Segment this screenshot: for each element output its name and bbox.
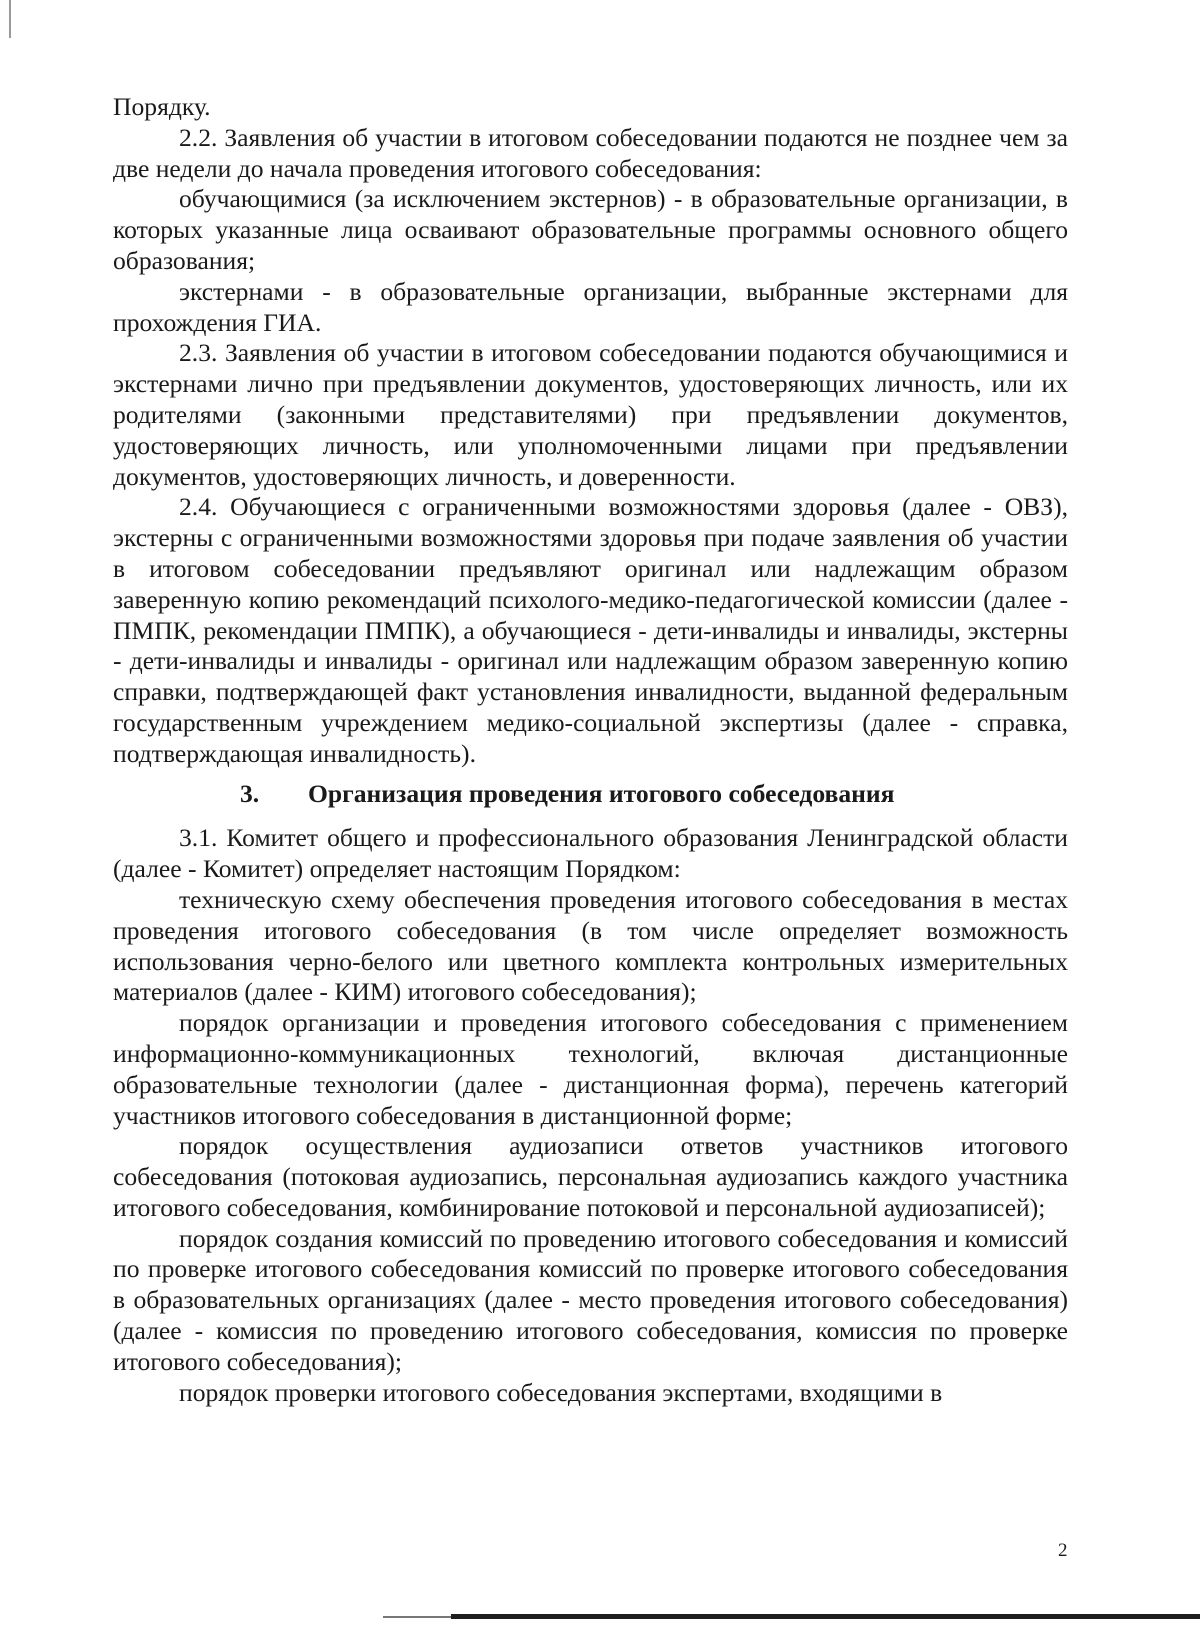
paragraph-externs: экстернами - в образовательные организации, выбранные экстернами для прохождения ГИА. [113, 276, 1068, 337]
section-heading [113, 779, 1068, 810]
footer-rule-thin [383, 1616, 451, 1618]
footer-rule-thick [451, 1614, 1200, 1619]
paragraph-remote-procedure: порядок организации и проведения итогового собеседования с применением информационно-коммуникационных технологий, включая дистанционные образовательные технологии (далее - дистанционная форма), перечень категорий участников итогового собеседования в дистанционной форме; [113, 1008, 1068, 1130]
paragraph-students: обучающимися (за исключением экстернов) - в образовательные организации, в которых указанные лица осваивают образовательные программы основного общего образования; [113, 184, 1068, 275]
paragraph-3-1: 3.1. Комитет общего и профессионального образования Ленинградской области (далее - Комитет) определяет настоящим Порядком: [113, 823, 1068, 884]
paragraph-2-3: 2.3. Заявления об участии в итоговом собеседовании подаются обучающимися и экстернами лично при предъявлении документов, удостоверяющих личность, или их родителями (законными представителями) при предъявлении документов, удостоверяющих личность, или уполномоченными лицами при предъявлении документов, удостоверяющих личность, и доверенности. [113, 338, 1068, 491]
paragraph-audio-recording: порядок осуществления аудиозаписи ответов участников итогового собеседования (потоковая аудиозапись, персональная аудиозапись каждого участника итогового собеседования, комбинирование потоковой и персональной аудиозаписей); [113, 1131, 1068, 1222]
document-body [113, 92, 1068, 1408]
paragraph-continuation: Порядку. [113, 92, 211, 121]
section-number: 3. [240, 778, 260, 808]
paragraph-commissions: порядок создания комиссий по проведению итогового собеседования и комиссий по проверке итогового собеседования комиссий по проверке итогового собеседования в образовательных организациях (далее - место проведения итогового собеседования) (далее - комиссия по проведению итогового собеседования, комиссия по проверке итогового собеседования); [113, 1223, 1068, 1376]
page-number: 2 [1058, 1540, 1068, 1561]
section-title: Организация проведения итогового собеседования [308, 778, 895, 808]
scan-edge-mark [9, 0, 11, 38]
paragraph-technical-scheme: техническую схему обеспечения проведения итогового собеседования в местах проведения итогового собеседования (в том числе определяет возможность использования черно-белого или цветного комплекта контрольных измерительных материалов (далее - КИМ) итогового собеседования); [113, 884, 1068, 1007]
paragraph-2-2: 2.2. Заявления об участии в итоговом собеседовании подаются не позднее чем за две недели до начала проведения итогового собеседования: [113, 122, 1068, 183]
paragraph-checking: порядок проверки итогового собеседования экспертами, входящими в [179, 1377, 943, 1407]
paragraph-2-4: 2.4. Обучающиеся с ограниченными возможностями здоровья (далее - ОВЗ), экстерны с ограниченными возможностями здоровья при подаче заявления об участии в итоговом собеседовании предъявляют оригинал или надлежащим образом заверенную копию рекомендаций психолого-медико-педагогической комиссии (далее - ПМПК, рекомендации ПМПК), а обучающиеся - дети-инвалиды и инвалиды, экстерны - дети-инвалиды и инвалиды - оригинал или надлежащим образом заверенную копию справки, подтверждающей факт установления инвалидности, выданной федеральным государственным учреждением медико-социальной экспертизы (далее - справка, подтверждающая инвалидность). [113, 492, 1068, 768]
